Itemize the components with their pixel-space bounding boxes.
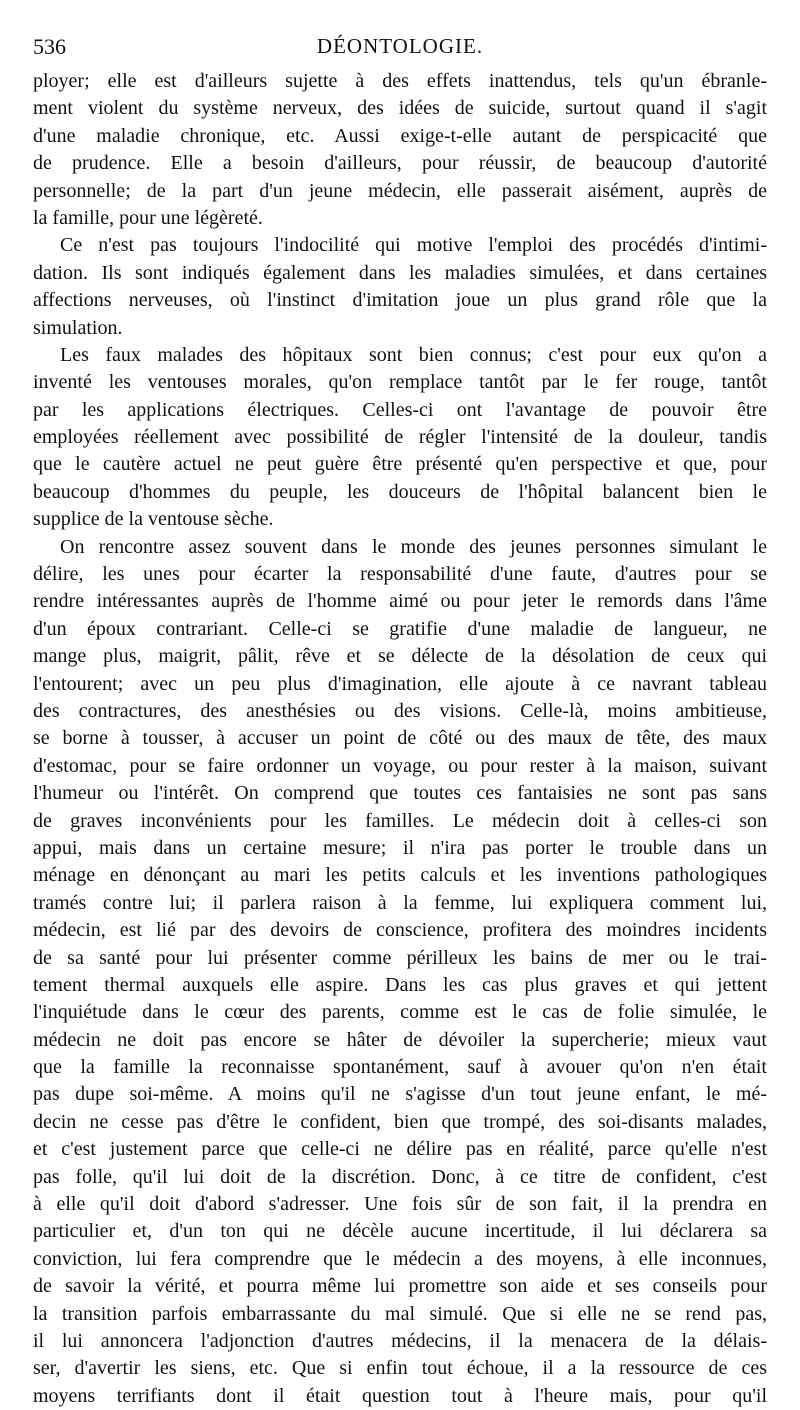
- text-line: tramés contre lui; il parlera raison à la femme, lui expliquera comment lui,: [33, 891, 767, 914]
- page-header: [33, 34, 767, 64]
- page-number: 536: [33, 34, 66, 59]
- text-line: employées réellement avec possibilité de régler l'intensité de la douleur, tandis: [33, 426, 767, 449]
- text-line: Ce n'est pas toujours l'indocilité qui motive l'emploi des procédés d'intimi-: [60, 234, 767, 257]
- text-line: l'entourent; avec un peu plus d'imagination, elle ajoute à ce navrant tableau: [33, 672, 767, 695]
- text-line: d'un époux contrariant. Celle-ci se gratifie d'une maladie de langueur, ne: [33, 617, 767, 640]
- text-line: ser, d'avertir les siens, etc. Que si enfin tout échoue, il a la ressource de ces: [33, 1357, 767, 1380]
- text-line: dation. Ils sont indiqués également dans les maladies simulées, et dans certaines: [33, 261, 767, 284]
- text-line: de prudence. Elle a besoin d'ailleurs, pour réussir, de beaucoup d'autorité: [33, 152, 767, 175]
- text-line: que la famille la reconnaisse spontanément, sauf à avouer qu'on n'en était: [33, 1056, 767, 1079]
- text-line: ployer; elle est d'ailleurs sujette à des effets inattendus, tels qu'un ébranle-: [33, 70, 767, 92]
- text-line: pas folle, qu'il lui doit de la discrétion. Donc, à ce titre de confident, c'est: [33, 1165, 767, 1188]
- text-line: On rencontre assez souvent dans le monde des jeunes personnes simulant le: [60, 535, 767, 558]
- text-line: particulier et, d'un ton qui ne décèle aucune incertitude, il lui déclarera sa: [33, 1220, 767, 1243]
- text-line: ment violent du système nerveux, des idées de suicide, surtout quand il s'agit: [33, 97, 767, 120]
- text-line: de sa santé pour lui présenter comme périlleux les bains de mer ou le trai-: [33, 946, 767, 969]
- text-line: se borne à tousser, à accuser un point de côté ou des maux de tête, des maux: [33, 727, 767, 750]
- text-line: la famille, pour une légèreté.: [33, 206, 263, 229]
- running-title: DÉONTOLOGIE.: [316, 34, 484, 58]
- text-line: affections nerveuses, où l'instinct d'imitation joue un plus grand rôle que la: [33, 289, 767, 312]
- text-line: inventé les ventouses morales, qu'on remplace tantôt par le fer rouge, tantôt: [33, 371, 767, 394]
- text-line: l'humeur ou l'intérêt. On comprend que toutes ces fantaisies ne sont pas sans: [33, 782, 767, 805]
- text-line: de graves inconvénients pour les familles. Le médecin doit à celles-ci son: [33, 809, 767, 832]
- text-line: beaucoup d'hommes du peuple, les douceurs de l'hôpital balancent bien le: [33, 480, 767, 503]
- text-line: médecin, est lié par des devoirs de conscience, profitera des moindres incidents: [33, 919, 767, 942]
- text-line: personnelle; de la part d'un jeune médecin, elle passerait aisément, auprès de: [33, 179, 767, 202]
- text-line: par les applications électriques. Celles-ci ont l'avantage de pouvoir être: [33, 398, 767, 421]
- text-line: de savoir la vérité, et pourra même lui promettre son aide et ses conseils pour: [33, 1275, 767, 1298]
- text-line: conviction, lui fera comprendre que le médecin a des moyens, à elle inconnues,: [33, 1247, 767, 1270]
- text-line: Les faux malades des hôpitaux sont bien connus; c'est pour eux qu'on a: [60, 343, 767, 366]
- text-line: ménage en dénonçant au mari les petits calculs et les inventions pathologiques: [33, 864, 767, 887]
- text-line: supplice de la ventouse sèche.: [33, 508, 274, 531]
- text-line: moyens terrifiants dont il était question tout à l'heure mais, pour qu'il: [33, 1384, 767, 1407]
- text-line: pas dupe soi-même. A moins qu'il ne s'agisse d'un tout jeune enfant, le mé-: [33, 1083, 767, 1106]
- text-line: il lui annoncera l'adjonction d'autres médecins, il la menacera de la délais-: [33, 1329, 767, 1352]
- text-line: l'inquiétude dans le cœur des parents, comme est le cas de folie simulée, le: [33, 1001, 767, 1024]
- text-line: d'une maladie chronique, etc. Aussi exige-t-elle autant de perspicacité que: [33, 124, 767, 147]
- text-line: appui, mais dans un certaine mesure; il n'ira pas porter le trouble dans un: [33, 836, 767, 859]
- text-line: et c'est justement parce que celle-ci ne délire pas en réalité, parce qu'elle n'est: [33, 1138, 767, 1161]
- text-line: mange plus, maigrit, pâlit, rêve et se délecte de la désolation de ceux qui: [33, 645, 767, 668]
- text-line: médecin ne doit pas encore se hâter de dévoiler la supercherie; mieux vaut: [33, 1028, 767, 1051]
- text-line: simulation.: [33, 316, 123, 339]
- text-line: rendre intéressantes auprès de l'homme aimé ou pour jeter le remords dans l'âme: [33, 590, 767, 613]
- text-line: d'estomac, pour se faire ordonner un voyage, ou pour rester à la maison, suivant: [33, 754, 767, 777]
- text-line: des contractures, des anesthésies ou des visions. Celle-là, moins ambitieuse,: [33, 699, 767, 722]
- text-line: délire, les unes pour écarter la responsabilité d'une faute, d'autres pour se: [33, 563, 767, 586]
- text-line: que le cautère actuel ne peut guère être présenté qu'en perspective et que, pour: [33, 453, 767, 476]
- text-line: tement thermal auxquels elle aspire. Dans les cas plus graves et qui jettent: [33, 973, 767, 996]
- body-text: [33, 68, 767, 1410]
- text-line: la transition parfois embarrassante du mal simulé. Que si elle ne se rend pas,: [33, 1302, 767, 1325]
- text-line: à elle qu'il doit d'abord s'adresser. Une fois sûr de son fait, il la prendra en: [33, 1193, 767, 1216]
- text-line: decin ne cesse pas d'être le confident, bien que trompé, des soi-disants malades,: [33, 1110, 767, 1133]
